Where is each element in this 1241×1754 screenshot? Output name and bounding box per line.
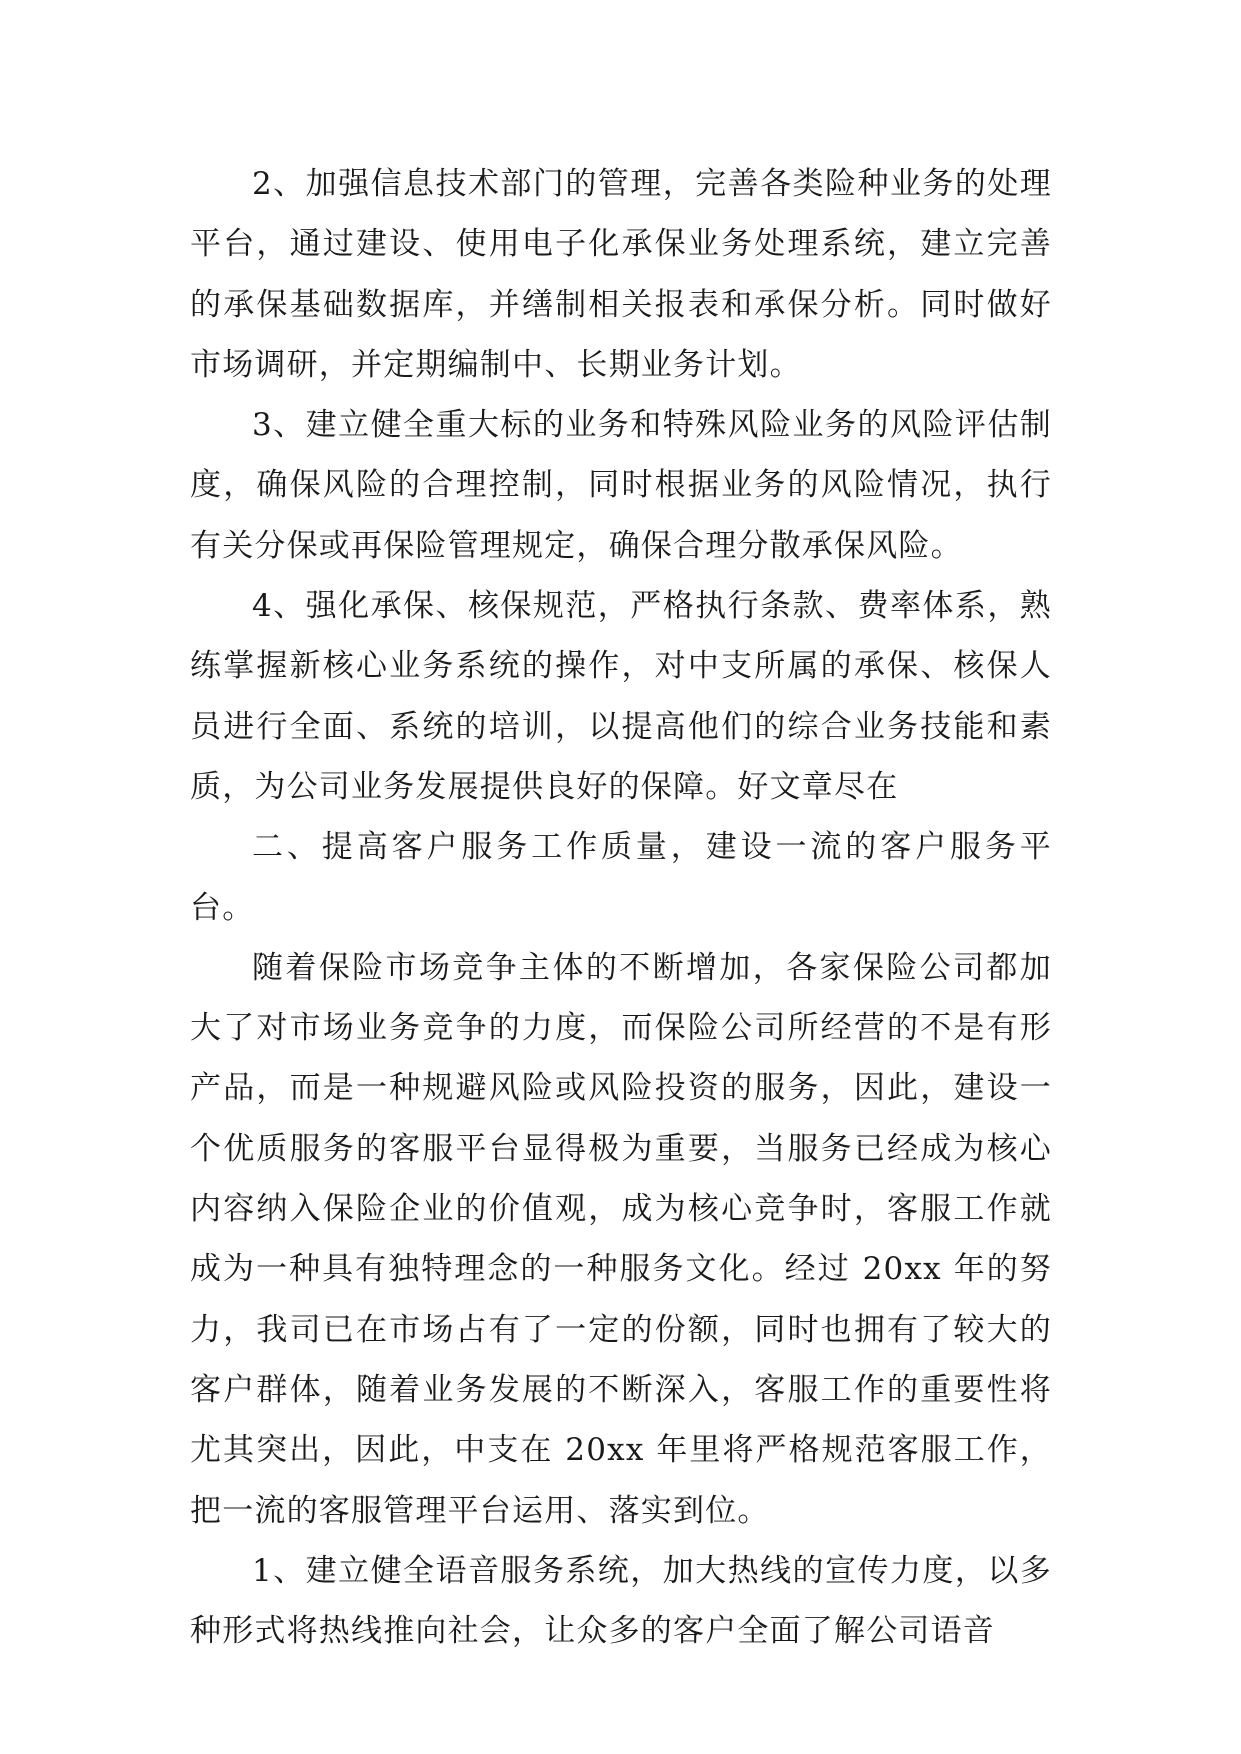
paragraph-it-management: 2、加强信息技术部门的管理，完善各类险种业务的处理平台，通过建设、使用电子化承保业务处理系统，建立完善的承保基础数据库，并缮制相关报表和承保分析。同时做好市场调研，并定期编制中、长期业务计划。 bbox=[190, 166, 1052, 383]
section-heading-customer-service: 二、提高客户服务工作质量，建设一流的客户服务平台。 bbox=[190, 829, 1052, 926]
document-body bbox=[190, 154, 1052, 1661]
paragraph-customer-service-platform: 随着保险市场竞争主体的不断增加，各家保险公司都加大了对市场业务竞争的力度，而保险公司所经营的不是有形产品，而是一种规避风险或风险投资的服务，因此，建设一个优质服务的客服平台显得极为重要，当服务已经成为核心内容纳入保险企业的价值观，成为核心竞争时，客服工作就成为一种具有独特理念的一种服务文化。经过 20xx 年的努力，我司已在市场占有了一定的份额，同时也拥有了较大的客户群体，随着业务发展的不断深入，客服工作的重要性将尤其突出，因此，中支在 20xx 年里将严格规范客服工作，把一流的客服管理平台运用、落实到位。 bbox=[190, 949, 1052, 1529]
paragraph-underwriting-standards: 4、强化承保、核保规范，严格执行条款、费率体系，熟练掌握新核心业务系统的操作，对中支所属的承保、核保人员进行全面、系统的培训，以提高他们的综合业务技能和素质，为公司业务发展提供良好的保障。好文章尽在 bbox=[190, 588, 1052, 805]
paragraph-voice-service-system: 1、建立健全语音服务系统，加大热线的宣传力度，以多种形式将热线推向社会，让众多的客户全面了解公司语音 bbox=[190, 1552, 1052, 1650]
paragraph-risk-assessment: 3、建立健全重大标的业务和特殊风险业务的风险评估制度，确保风险的合理控制，同时根据业务的风险情况，执行有关分保或再保险管理规定，确保合理分散承保风险。 bbox=[190, 407, 1052, 564]
